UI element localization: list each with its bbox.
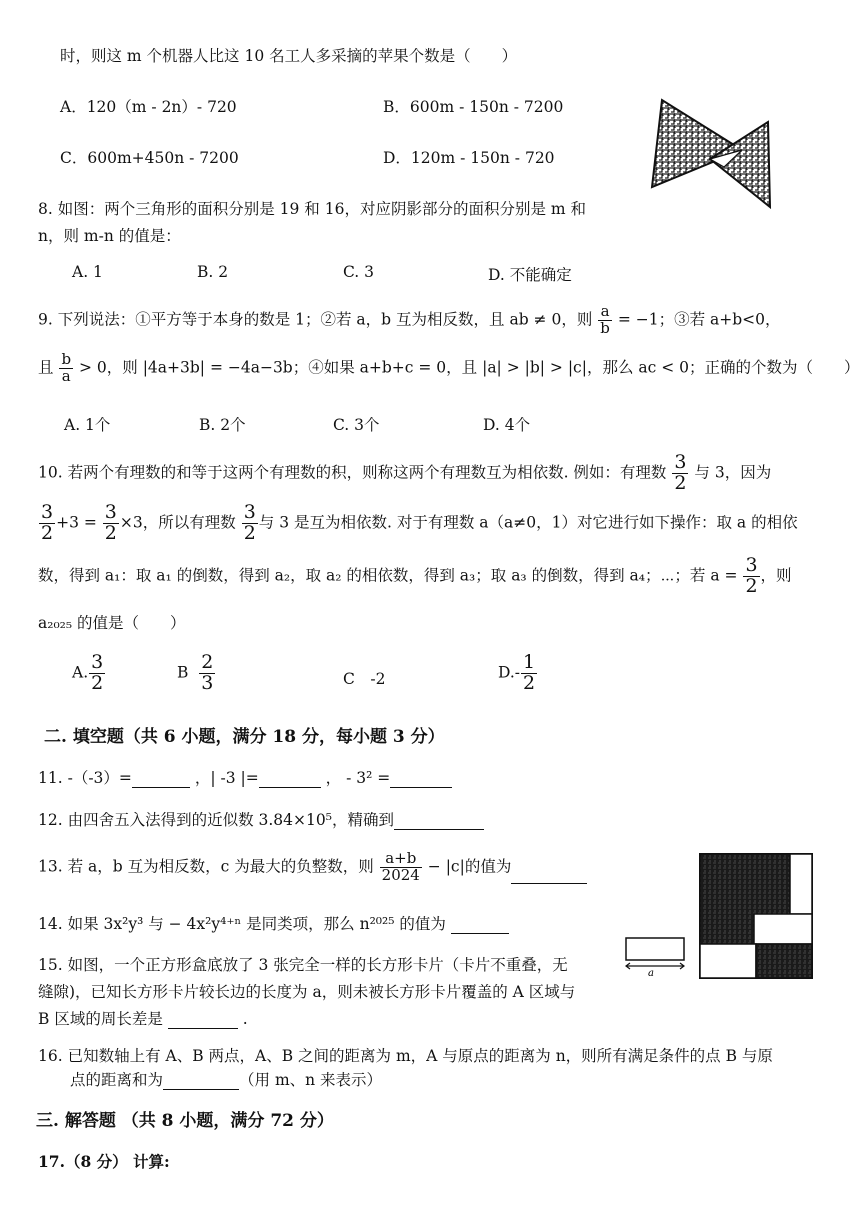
- q7-option-d: D．120m - 150n - 720: [383, 149, 555, 167]
- section-3-heading: 三. 解答题 （共 8 小题，满分 72 分）: [36, 1111, 334, 1131]
- q8-option-a: A. 1: [72, 263, 103, 281]
- q9-option-c: C. 3个: [333, 416, 380, 434]
- q10-text-part3a: 数，得到 a₁：取 a₁ 的倒数，得到 a₂，取 a₂ 的相依数，得到 a₃；取 a₃ 的倒数，得到 a₄；⋯；若 a =: [38, 566, 738, 585]
- q17-heading: 17.（8 分） 计算:: [38, 1152, 170, 1171]
- q10-text-part1b: 与 3，因为: [694, 463, 772, 482]
- q10-option-b: B $\frac{2}{3}$: [177, 651, 214, 694]
- q9-text-part3: 且: [38, 358, 54, 377]
- card-figure: [624, 934, 686, 976]
- q10-option-a: A. $\frac{3}{2}$: [72, 651, 104, 694]
- q9-text-part1: 9. 下列说法：①平方等于本身的数是 1；②若 a，b 互为相反数，且 ab ≠ 0，则: [38, 310, 593, 329]
- q8-option-c: C. 3: [343, 263, 375, 281]
- q10-stem-line3: [38, 556, 792, 597]
- q11-blank-2[interactable]: [259, 773, 321, 788]
- q10-fraction-3-over-2: $\frac{3}{2}$: [41, 501, 54, 544]
- q15-line1: 15. 如图，一个正方形盒底放了 3 张完全一样的长方形卡片（卡片不重叠，无: [38, 956, 568, 974]
- q9-option-b: B. 2个: [199, 416, 246, 434]
- q8-option-b: B. 2: [197, 263, 229, 281]
- q7-stem: 时，则这 m 个机器人比这 10 名工人多采摘的苹果个数是（ ）: [60, 47, 518, 65]
- q10-fraction-3-over-2: $\frac{3}{2}$: [674, 451, 687, 494]
- q14: 14. 如果 3x²y³ 与 − 4x²y⁴⁺ⁿ 是同类项，那么 n²⁰²⁵ 的值为: [38, 912, 509, 934]
- q9-text-part4: > 0，则 |4a+3b| = −4a−3b；④如果 a+b+c = 0，且 |a| > |b| > |c|，那么 ac < 0；正确的个数为（ ）: [79, 358, 860, 377]
- q9-text-part2: = −1；③若 a+b<0，: [617, 310, 781, 329]
- q7-option-b: B．600m - 150n - 7200: [383, 98, 564, 116]
- q9-stem-line2: [38, 352, 860, 385]
- q10-text-part2b: ×3，所以有理数: [119, 513, 236, 532]
- q11-blank-1[interactable]: [132, 773, 190, 788]
- q7-option-c: C．600m+450n - 7200: [60, 149, 239, 167]
- q9-fraction-b-over-a: $\frac{b}{a}$: [61, 350, 72, 385]
- square-box-figure: [698, 852, 814, 980]
- q16-blank[interactable]: [163, 1075, 239, 1090]
- q8-option-d: D. 不能确定: [488, 266, 572, 284]
- q10-text-part2a: +3 =: [56, 513, 97, 532]
- q13-blank[interactable]: [511, 869, 587, 884]
- q11-blank-3[interactable]: [390, 773, 452, 788]
- two-triangles-figure: [640, 95, 780, 213]
- section-2-heading: 二. 填空题（共 6 小题，满分 18 分，每小题 3 分）: [44, 727, 445, 747]
- q10-fraction-3-over-2: $\frac{3}{2}$: [243, 501, 256, 544]
- q16-line2: 点的距离和为 （用 m、n 来表示）: [70, 1071, 383, 1089]
- q13: 13. 若 a，b 互为相反数，c 为最大的负整数，则 $\frac{a+b}{2024}$ − |c|的值为: [38, 851, 587, 884]
- q15-blank[interactable]: [168, 1014, 238, 1029]
- q15-line3: B 区域的周长差是 .: [38, 1010, 248, 1028]
- q14-blank[interactable]: [451, 919, 509, 934]
- q8-stem-line1: 8. 如图：两个三角形的面积分别是 19 和 16，对应阴影部分的面积分别是 m 和: [38, 200, 586, 218]
- q10-fraction-3-over-2: $\frac{3}{2}$: [104, 501, 117, 544]
- q10-option-d: D.- $\frac{1}{2}$: [498, 651, 536, 694]
- q8-stem-line2: n，则 m-n 的值是：: [38, 227, 181, 245]
- q10-text-part3b: ，则: [760, 566, 792, 585]
- q9-option-a: A. 1个: [64, 416, 111, 434]
- q13-fraction: $\frac{a+b}{2024}$: [381, 849, 420, 884]
- q10-text-part1: 10. 若两个有理数的和等于这两个有理数的积，则称这两个有理数互为相依数. 例如：有理数: [38, 463, 667, 482]
- q9-stem-line1: [38, 304, 781, 337]
- q9-option-d: D. 4个: [483, 416, 531, 434]
- q12: 12. 由四舍五入法得到的近似数 3.84×10⁵，精确到: [38, 808, 484, 830]
- q9-fraction-a-over-b: $\frac{a}{b}$: [600, 302, 610, 337]
- q15-line2: 缝隙)，已知长方形卡片较长边的长度为 a，则未被长方形卡片覆盖的 A 区域与: [38, 983, 576, 1001]
- q10-stem-line2: [38, 503, 798, 544]
- q10-stem-line4: a₂₀₂₅ 的值是（ ）: [38, 614, 186, 632]
- q10-stem-line1: [38, 453, 771, 494]
- q10-fraction-3-over-2: $\frac{3}{2}$: [745, 554, 758, 597]
- card-length-label: a: [648, 968, 654, 976]
- q16-line1: 16. 已知数轴上有 A、B 两点，A、B 之间的距离为 m，A 与原点的距离为 n，则所有满足条件的点 B 与原: [38, 1047, 773, 1065]
- q12-blank[interactable]: [394, 815, 484, 830]
- q11: 11. -（-3）= ，| -3 |= ， - 3² =: [38, 766, 452, 788]
- q10-text-part2c: 与 3 是互为相依数. 对于有理数 a（a≠0，1）对它进行如下操作：取 a 的相依: [258, 513, 798, 532]
- q10-option-c: C -2: [343, 670, 386, 688]
- q7-option-a: A．120（m - 2n）- 720: [60, 98, 237, 116]
